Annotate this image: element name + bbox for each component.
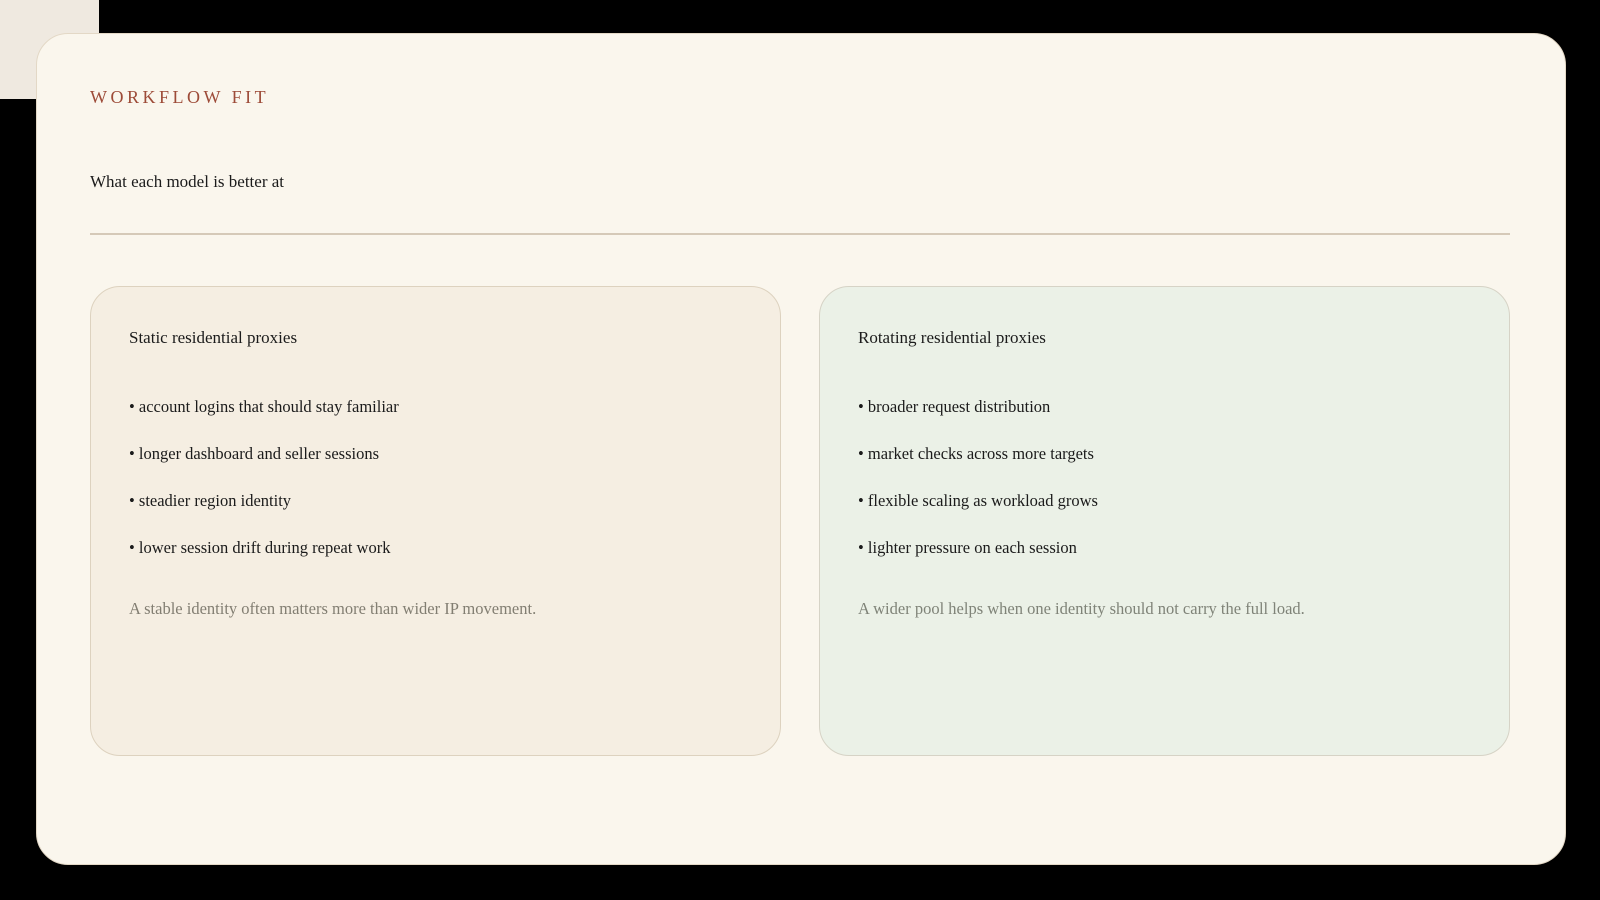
rotating-card-note: A wider pool helps when one identity should not carry the full load. bbox=[858, 599, 1305, 618]
bullet-item: • lighter pressure on each session bbox=[858, 537, 1471, 558]
page-subtitle: What each model is better at bbox=[90, 172, 284, 191]
bullet-item: • broader request distribution bbox=[858, 396, 1471, 417]
rotating-bullet-list bbox=[858, 396, 1471, 558]
bullet-item: • market checks across more targets bbox=[858, 443, 1471, 464]
divider bbox=[90, 233, 1510, 235]
bullet-item: • account logins that should stay familiar bbox=[129, 396, 742, 417]
page-title: WORKFLOW FIT bbox=[90, 87, 270, 107]
main-canvas bbox=[36, 33, 1566, 865]
bullet-item: • flexible scaling as workload grows bbox=[858, 490, 1471, 511]
rotating-card-title: Rotating residential proxies bbox=[858, 328, 1046, 347]
static-card-note: A stable identity often matters more than wider IP movement. bbox=[129, 599, 537, 618]
bullet-item: • longer dashboard and seller sessions bbox=[129, 443, 742, 464]
bullet-item: • lower session drift during repeat work bbox=[129, 537, 742, 558]
static-bullet-list bbox=[129, 396, 742, 558]
rotating-proxies-card bbox=[819, 286, 1510, 756]
cards-row bbox=[90, 286, 1510, 756]
static-card-title: Static residential proxies bbox=[129, 328, 298, 347]
bullet-item: • steadier region identity bbox=[129, 490, 742, 511]
static-proxies-card bbox=[90, 286, 781, 756]
